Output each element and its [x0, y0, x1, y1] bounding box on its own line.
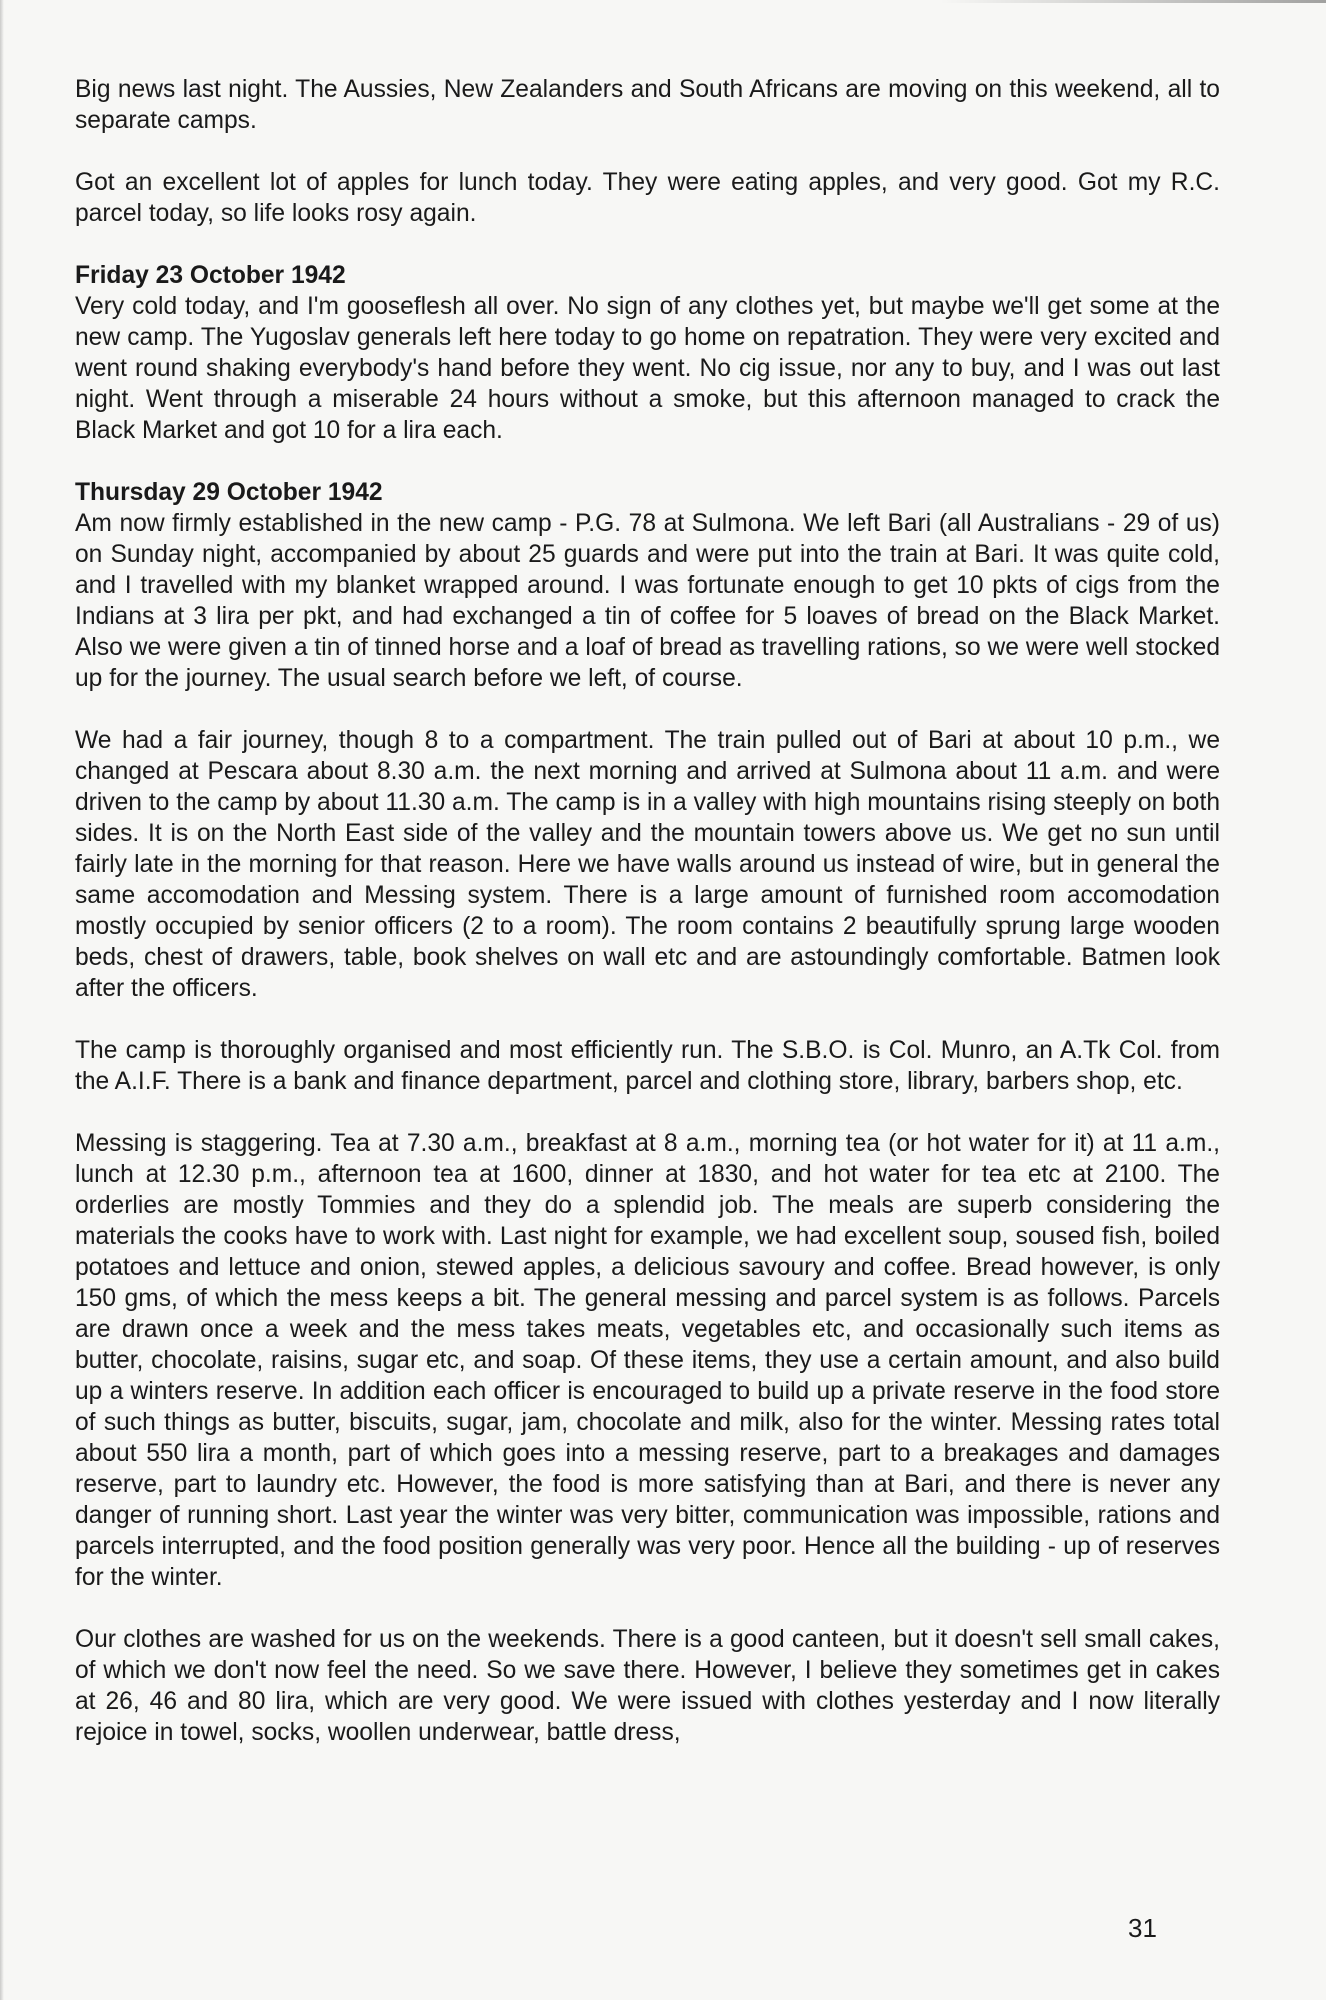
scan-edge-top [940, 0, 1326, 3]
entry-paragraph: Am now firmly established in the new camp - P.G. 78 at Sulmona. We left Bari (all Australians - 29 of us) on Sunday night, accompanied by about 25 guards and were put into the train at Bari. It was quite cold, and I travelled with my blanket wrapped around. I was fortunate enough to get 10 pkts of cigs from the Indians at 3 lira per pkt, and had exchanged a tin of coffee for 5 loaves of bread on the Black Market. Also we were given a tin of tinned horse and a loaf of bread as travelling rations, so we were well stocked up for the journey. The usual search before we left, of course. [75, 510, 1220, 692]
entry-paragraph: Our clothes are washed for us on the weekends. There is a good canteen, but it doesn't sell small cakes, of which we don't now feel the need. So we save there. However, I believe they sometimes get in cakes at 26, 46 and 80 lira, which are very good. We were issued with clothes yesterday and I now literally rejoice in towel, socks, woollen underwear, battle dress, [75, 1626, 1220, 1746]
entry-paragraph: The camp is thoroughly organised and most efficiently run. The S.B.O. is Col. Munro, an A.Tk Col. from the A.I.F. There is a bank and finance department, parcel and clothing store, library, barbers shop, etc. [75, 1037, 1220, 1095]
diary-entry-thursday [75, 477, 1220, 1748]
diary-entry-friday [75, 260, 1220, 446]
intro-paragraph-1: Big news last night. The Aussies, New Zealanders and South Africans are moving on this weekend, all to separate camps. [75, 76, 1220, 134]
entry-heading: Friday 23 October 1942 [75, 262, 346, 289]
diary-page [75, 74, 1220, 1748]
entry-paragraph: We had a fair journey, though 8 to a compartment. The train pulled out of Bari at about 10 p.m., we changed at Pescara about 8.30 a.m. the next morning and arrived at Sulmona about 11 a.m. and were driven to the camp by about 11.30 a.m. The camp is in a valley with high mountains rising steeply on both sides. It is on the North East side of the valley and the mountain towers above us. We get no sun until fairly late in the morning for that reason. Here we have walls around us instead of wire, but in general the same accomodation and Messing system. There is a large amount of furnished room accomodation mostly occupied by senior officers (2 to a room). The room contains 2 beautifully sprung large wooden beds, chest of drawers, table, book shelves on wall etc and are astoundingly comfortable. Batmen look after the officers. [75, 727, 1220, 1002]
entry-paragraph: Very cold today, and I'm gooseflesh all over. No sign of any clothes yet, but maybe we'll get some at the new camp. The Yugoslav generals left here today to go home on repatration. They were very excited and went round shaking everybody's hand before they went. No cig issue, nor any to buy, and I was out last night. Went through a miserable 24 hours without a smoke, but this afternoon managed to crack the Black Market and got 10 for a lira each. [75, 293, 1220, 444]
intro-paragraph-2: Got an excellent lot of apples for lunch today. They were eating apples, and very good. Got my R.C. parcel today, so life looks rosy again. [75, 169, 1220, 227]
entry-paragraph: Messing is staggering. Tea at 7.30 a.m., breakfast at 8 a.m., morning tea (or hot water for it) at 11 a.m., lunch at 12.30 p.m., afternoon tea at 1600, dinner at 1830, and hot water for tea etc at 2100. The orderlies are mostly Tommies and they do a splendid job. The meals are superb considering the materials the cooks have to work with. Last night for example, we had excellent soup, soused fish, boiled potatoes and lettuce and onion, stewed apples, a delicious savoury and coffee. Bread however, is only 150 gms, of which the mess keeps a bit. The general messing and parcel system is as follows. Parcels are drawn once a week and the mess takes meats, vegetables etc, and occasionally such items as butter, chocolate, raisins, sugar etc, and soap. Of these items, they use a certain amount, and also build up a winters reserve. In addition each officer is encouraged to build up a private reserve in the food store of such things as butter, biscuits, sugar, jam, chocolate and milk, also for the winter. Messing rates total about 550 lira a month, part of which goes into a messing reserve, part to a breakages and damages reserve, part to laundry etc. However, the food is more satisfying than at Bari, and there is never any danger of running short. Last year the winter was very bitter, communication was impossible, rations and parcels interrupted, and the food position generally was very poor. Hence all the building - up of reserves for the winter. [75, 1130, 1220, 1591]
scan-edge-left [0, 0, 4, 2000]
page-number: 31 [1128, 1913, 1157, 1943]
entry-heading: Thursday 29 October 1942 [75, 479, 383, 506]
